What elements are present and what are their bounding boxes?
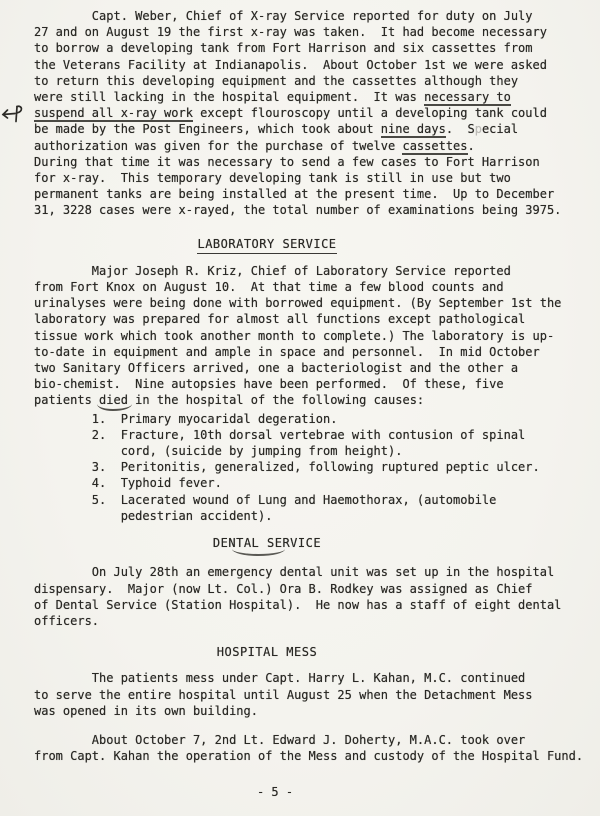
segment: the Veterans Facility at Indianapolis. About October 1st we were asked <box>34 57 547 72</box>
segment-underline: cassettes <box>402 138 468 153</box>
text-line <box>34 344 588 360</box>
segment: bio-chemist. Nine autopsies have been performed. Of these, five <box>34 377 504 392</box>
text-line <box>34 121 588 137</box>
segment: was opened in its own building. <box>34 703 258 718</box>
segment: urinalyses were being done with borrowed equipment. (By September 1st the <box>34 296 562 311</box>
text-line <box>34 73 588 89</box>
segment: About October 7, 2nd Lt. Edward J. Doherty, M.A.C. took over <box>34 732 526 747</box>
text-line <box>34 360 588 376</box>
text-line <box>34 581 588 597</box>
segment: to serve the entire hospital until August 25 when the Detachment Mess <box>34 687 533 702</box>
segment: in the hospital of the following causes: <box>127 393 425 408</box>
text-line <box>34 492 588 508</box>
hospital-mess-heading <box>34 644 500 660</box>
segment: from Fort Knox on August 10. At that time a few blood counts and <box>34 280 504 295</box>
heading-text: DENTAL SERVICE <box>212 536 322 551</box>
text-line <box>34 186 588 202</box>
segment: tissue work which took another month to complete.) The laboratory is up- <box>34 328 555 343</box>
text-line <box>34 597 588 613</box>
text-line <box>34 748 588 764</box>
text-line <box>34 40 588 56</box>
xray-service-paragraph <box>34 8 588 219</box>
segment: of Dental Service (Station Hospital). He now has a staff of eight dental <box>34 597 562 612</box>
segment: 4. Typhoid fever. <box>34 476 222 491</box>
text-line <box>34 170 588 186</box>
laboratory-service-paragraph <box>34 263 588 409</box>
text-line <box>34 508 588 524</box>
segment: except flouroscopy until a developing tank could <box>192 106 547 121</box>
text-line <box>34 154 588 170</box>
text-line <box>34 703 588 719</box>
document-content <box>34 8 588 764</box>
segment: ecial <box>481 122 519 137</box>
segment: Major Joseph R. Kriz, Chief of Laboratory Service reported <box>34 263 511 278</box>
segment-faint: p <box>474 122 482 137</box>
segment: be made by the Post Engineers, which took about <box>34 122 381 137</box>
text-line <box>34 613 588 629</box>
mess-transfer-paragraph <box>34 732 588 764</box>
segment: 1. Primary myocaridal degeration. <box>34 411 338 426</box>
segment: 27 and on August 19 the first x-ray was taken. It had become necessary <box>34 25 547 40</box>
text-line <box>34 279 588 295</box>
text-line <box>34 459 588 475</box>
segment: During that time it was necessary to send a few cases to Fort Harrison <box>34 154 540 169</box>
text-line <box>34 687 588 703</box>
death-causes-list <box>34 411 588 524</box>
text-line <box>34 670 588 686</box>
segment: pedestrian accident). <box>34 508 273 523</box>
text-line <box>34 328 588 344</box>
segment-underline: nine days <box>380 122 446 137</box>
dental-service-heading <box>34 535 500 551</box>
segment: patients <box>34 393 100 408</box>
segment: two Sanitary Officers arrived, one a bacteriologist and the other a <box>34 361 519 376</box>
segment: permanent tanks are being installed at the present time. Up to December <box>34 187 555 202</box>
text-line <box>34 427 588 443</box>
text-line <box>34 392 588 408</box>
segment-underline: necessary to <box>424 90 511 105</box>
text-line <box>34 24 588 40</box>
text-line <box>34 202 588 218</box>
text-line <box>34 732 588 748</box>
segment: On July 28th an emergency dental unit was set up in the hospital <box>34 565 555 580</box>
text-line <box>34 475 588 491</box>
text-line <box>34 105 588 121</box>
heading-text: LABORATORY SERVICE <box>197 236 336 254</box>
segment: cord, (suicide by jumping from height). <box>34 444 403 459</box>
text-line <box>34 89 588 105</box>
text-line <box>34 411 588 427</box>
segment: The patients mess under Capt. Harry L. Kahan, M.C. continued <box>34 671 526 686</box>
segment-curve: died <box>99 393 128 408</box>
segment: dispensary. Major (now Lt. Col.) Ora B. Rodkey was assigned as Chief <box>34 581 533 596</box>
patients-mess-paragraph <box>34 670 588 719</box>
segment: 2. Fracture, 10th dorsal vertebrae with contusion of spinal <box>34 427 526 442</box>
text-line <box>34 57 588 73</box>
text-line <box>34 443 588 459</box>
heading-text: HOSPITAL MESS <box>216 645 318 660</box>
segment: Capt. Weber, Chief of X-ray Service reported for duty on July <box>34 9 533 23</box>
segment: . <box>467 138 475 153</box>
segment: 3. Peritonitis, generalized, following ruptured peptic ulcer. <box>34 460 540 475</box>
segment: laboratory was prepared for almost all functions except pathological <box>34 312 526 327</box>
segment: authorization was given for the purchase of twelve <box>34 138 403 153</box>
segment: 31, 3228 cases were x-rayed, the total number of examinations being 3975. <box>34 203 562 218</box>
segment: from Capt. Kahan the operation of the Mess and custody of the Hospital Fund. <box>34 749 584 764</box>
segment: . S <box>445 122 475 137</box>
text-line <box>34 311 588 327</box>
segment: 5. Lacerated wound of Lung and Haemothorax, (automobile <box>34 492 497 507</box>
page-number: - 5 - <box>256 785 294 800</box>
text-line <box>34 8 588 24</box>
text-line <box>34 138 588 154</box>
dental-service-paragraph <box>34 564 588 629</box>
segment-underline: suspend all x-ray work <box>34 106 193 121</box>
segment: to return this developing equipment and the cassettes although they <box>34 73 519 88</box>
segment: for x-ray. This temporary developing tank is still in use but two <box>34 171 511 186</box>
segment: to borrow a developing tank from Fort Harrison and six cassettes from <box>34 41 533 56</box>
text-line <box>34 263 588 279</box>
segment: officers. <box>34 613 100 628</box>
text-line <box>34 295 588 311</box>
text-line <box>34 564 588 580</box>
laboratory-service-heading <box>34 236 500 254</box>
segment: were still lacking in the hospital equipment. It was <box>34 90 425 105</box>
text-line <box>34 376 588 392</box>
proofreader-arrow-p-icon <box>1 103 26 126</box>
segment: to-date in equipment and ample in space and personnel. In mid October <box>34 344 540 359</box>
